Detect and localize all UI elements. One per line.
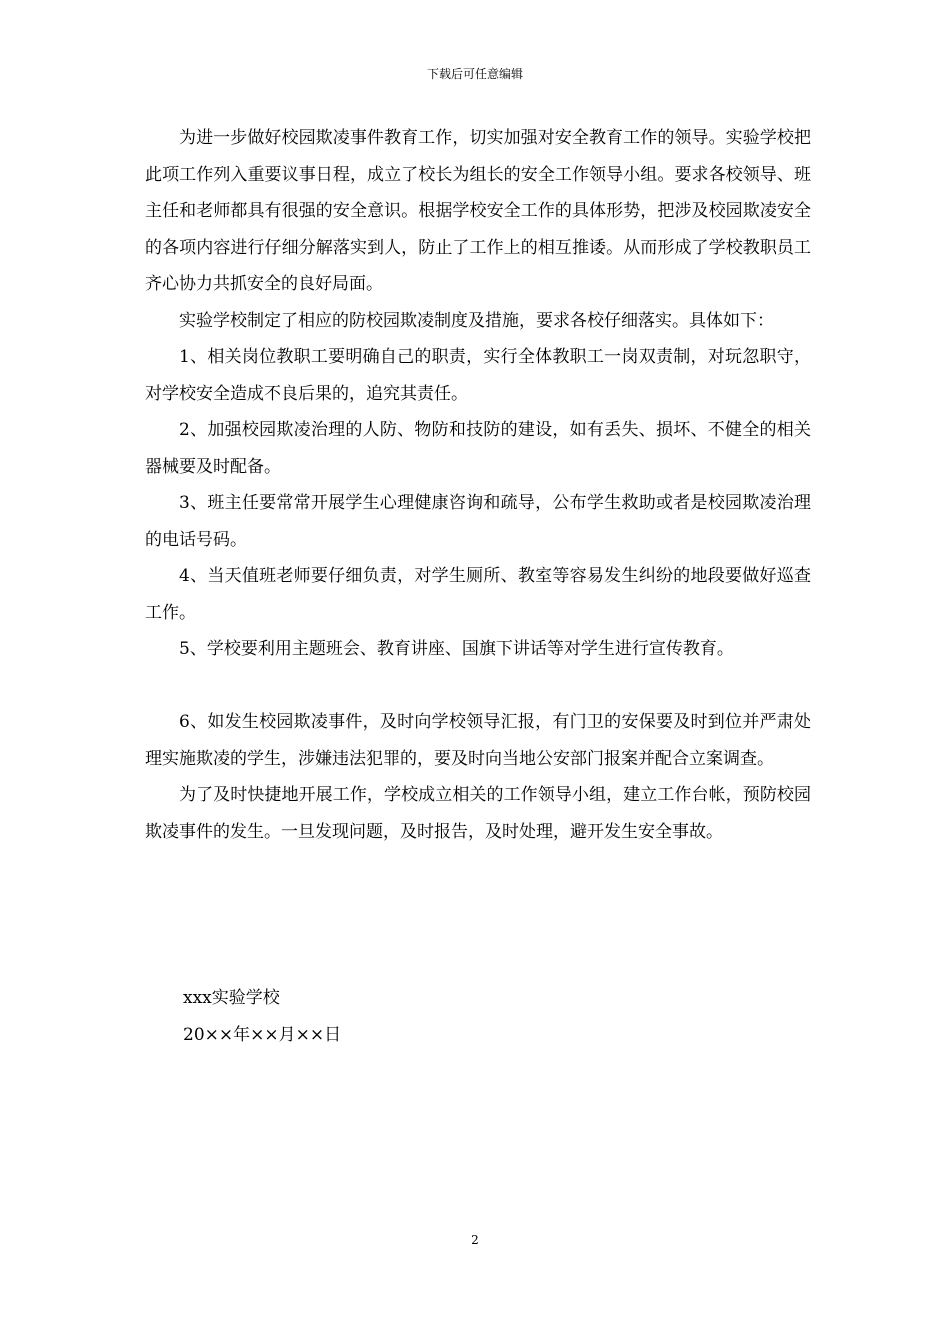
paragraph-item-3: 3、班主任要常常开展学生心理健康咨询和疏导，公布学生救助或者是校园欺凌治理的电话号码。: [145, 493, 811, 550]
paragraph-conclusion: 为了及时快捷地开展工作，学校成立相关的工作领导小组，建立工作台帐，预防校园欺凌事件的发生。一旦发现问题，及时报告，及时处理，避开发生安全事故。: [145, 785, 811, 842]
paragraph-item-2: 2、加强校园欺凌治理的人防、物防和技防的建设，如有丢失、损坏、不健全的相关器械要及时配备。: [145, 420, 811, 477]
paragraph-item-5: 5、学校要利用主题班会、教育讲座、国旗下讲话等对学生进行宣传教育。: [179, 639, 734, 659]
paragraph-measures-intro: 实验学校制定了相应的防校园欺凌制度及措施，要求各校仔细落实。具体如下：: [179, 310, 774, 331]
paragraph-intro: 为进一步做好校园欺凌事件教育工作，切实加强对安全教育工作的领导。实验学校把此项工作列入重要议事日程，成立了校长为组长的安全工作领导小组。要求各校领导、班主任和老师都具有很强的安全意识。根据学校安全工作的具体形势，把涉及校园欺凌安全的各项内容进行仔细分解落实到人，防止了工作上的相互推诿。从而形成了学校教职员工齐心协力共抓安全的良好局面。: [145, 128, 811, 294]
signature-block: [183, 980, 341, 1053]
signature-school: xxx实验学校: [183, 988, 280, 1008]
document-body: [145, 120, 811, 850]
paragraph-item-6: 6、如发生校园欺凌事件，及时向学校领导汇报，有门卫的安保要及时到位并严肃处理实施欺凌的学生，涉嫌违法犯罪的，要及时向当地公安部门报案并配合立案调查。: [145, 712, 811, 769]
paragraph-item-1: 1、相关岗位教职工要明确自己的职责，实行全体教职工一岗双责制，对玩忽职守，对学校安全造成不良后果的，追究其责任。: [145, 347, 811, 404]
blank-line: [145, 668, 811, 705]
paragraph-item-4: 4、当天值班老师要仔细负责，对学生厕所、教室等容易发生纠纷的地段要做好巡查工作。: [145, 566, 811, 623]
page-number: 2: [471, 1233, 479, 1247]
signature-date: 20××年××月××日: [183, 1024, 342, 1045]
page-header-note: 下载后可任意编辑: [426, 67, 523, 81]
